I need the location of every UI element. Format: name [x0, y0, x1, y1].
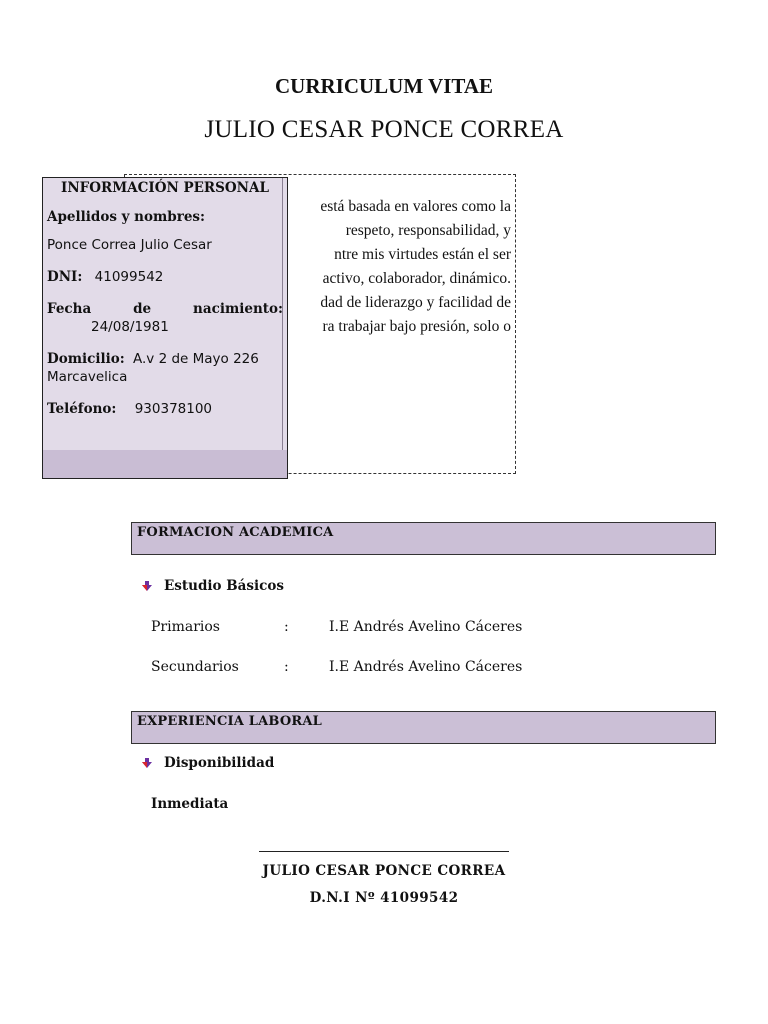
address-row	[47, 350, 283, 386]
phone-label: Teléfono:	[47, 401, 117, 417]
phone-row	[47, 400, 283, 418]
experience-section-header: EXPERIENCIA LABORAL	[131, 711, 716, 744]
personal-info-heading: INFORMACIÓN PERSONAL	[61, 180, 269, 196]
study-colon: :	[284, 659, 289, 675]
signature-line	[259, 851, 509, 852]
profile-line: ntre mis virtudes están el ser	[334, 246, 511, 263]
dni-label: DNI:	[47, 269, 83, 285]
personal-info-box	[42, 177, 288, 479]
name-label: Apellidos y nombres:	[47, 209, 206, 225]
document-title: CURRICULUM VITAE	[275, 74, 493, 98]
study-colon: :	[284, 619, 289, 635]
study-institution: I.E Andrés Avelino Cáceres	[329, 619, 523, 635]
address-label: Domicilio:	[47, 351, 125, 367]
arrow-down-bullet-icon	[142, 758, 152, 768]
availability-value: Inmediata	[151, 796, 229, 812]
study-row	[151, 659, 522, 675]
name-value: Ponce Correa Julio Cesar	[47, 237, 212, 253]
birth-value: 24/08/1981	[91, 319, 169, 335]
experience-bullet-label: Disponibilidad	[164, 755, 275, 771]
study-institution: I.E Andrés Avelino Cáceres	[329, 659, 523, 675]
dni-value: 41099542	[94, 269, 164, 285]
profile-line: activo, colaborador, dinámico.	[322, 270, 511, 287]
dni-row	[47, 268, 283, 286]
signature-name: JULIO CESAR PONCE CORREA	[262, 863, 506, 879]
signature-dni: D.N.I Nº 41099542	[309, 890, 459, 906]
candidate-name: JULIO CESAR PONCE CORREA	[204, 116, 564, 143]
profile-line: dad de liderazgo y facilidad de	[320, 294, 511, 311]
education-bullet-label: Estudio Básicos	[164, 578, 284, 594]
address-value-2: Marcavelica	[47, 369, 128, 385]
study-row	[151, 619, 522, 635]
personal-info-footer	[43, 450, 287, 478]
phone-value: 930378100	[134, 401, 213, 417]
study-level: Secundarios	[151, 659, 239, 675]
profile-line: ra trabajar bajo presión, solo o	[322, 318, 511, 335]
profile-line: está basada en valores como la	[320, 198, 511, 215]
arrow-down-bullet-icon	[142, 581, 152, 591]
study-level: Primarios	[151, 619, 220, 635]
education-section-header: FORMACION ACADEMICA	[131, 522, 716, 555]
birth-label: Fecha de nacimiento:	[47, 301, 283, 317]
birth-row	[47, 300, 283, 336]
profile-line: respeto, responsabilidad, y	[345, 222, 511, 239]
experience-bullet	[142, 755, 274, 771]
education-bullet	[142, 578, 284, 594]
address-value: A.v 2 de Mayo 226	[133, 351, 259, 367]
